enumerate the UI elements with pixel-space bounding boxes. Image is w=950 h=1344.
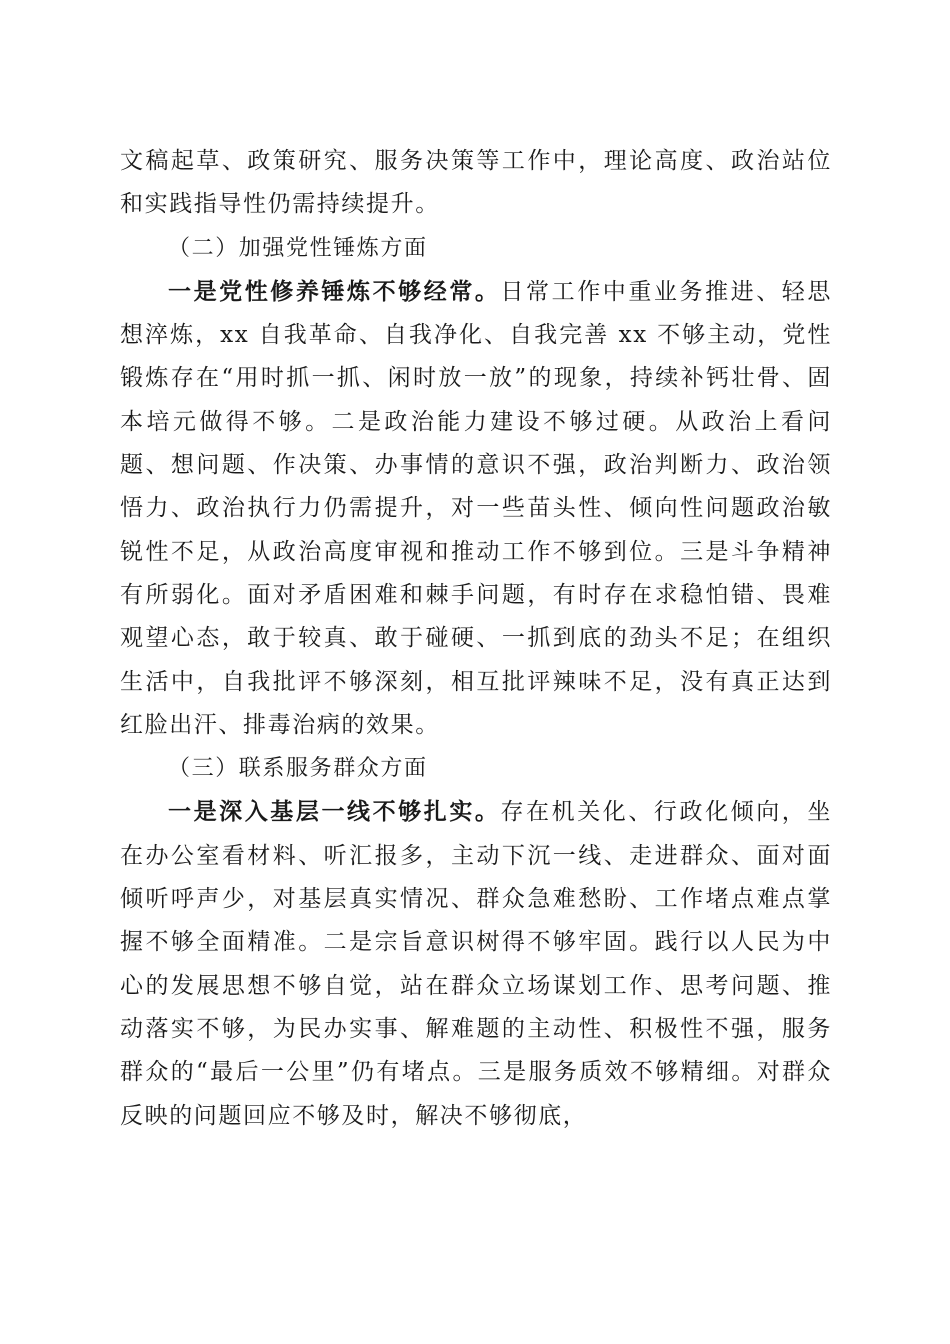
document-body	[120, 140, 832, 1138]
section-heading-3	[120, 747, 832, 790]
paragraph-text: 日常工作中重业务推进、轻思想淬炼，xx 自我革命、自我净化、自我完善 xx 不够主动，党性锻炼存在“用时抓一抓、闲时放一放”的现象，持续补钙壮骨、固本培元做得不够。二是政治能力建设不够过硬。从政治上看问题、想问题、作决策、办事情的意识不强，政治判断力、政治领悟力、政治执行力仍需提升，对一些苗头性、倾向性问题政治敏锐性不足，从政治高度审视和推动工作不够到位。三是斗争精神有所弱化。面对矛盾困难和棘手问题，有时存在求稳怕错、畏难观望心态，敢于较真、敢于碰硬、一抓到底的劲头不足；在组织生活中，自我批评不够深刻，相互批评辣味不足，没有真正达到红脸出汗、排毒治病的效果。	[120, 278, 832, 738]
paragraph-serve-masses	[120, 790, 832, 1137]
paragraph-lead: 一是党性修养锤炼不够经常。	[168, 277, 501, 305]
paragraph-lead: 一是深入基层一线不够扎实。	[168, 798, 501, 826]
heading-text: （二）加强党性锤炼方面	[168, 235, 428, 261]
section-heading-2	[120, 227, 832, 270]
heading-text: （三）联系服务群众方面	[168, 756, 428, 782]
paragraph-text: 存在机关化、行政化倾向，坐在办公室看材料、听汇报多，主动下沉一线、走进群众、面对面倾听呼声少，对基层真实情况、群众急难愁盼、工作堵点难点掌握不够全面精准。二是宗旨意识树得不够牢固。践行以人民为中心的发展思想不够自觉，站在群众立场谋划工作、思考问题、推动落实不够，为民办实事、解难题的主动性、积极性不强，服务群众的“最后一公里”仍有堵点。三是服务质效不够精细。对群众反映的问题回应不够及时，解决不够彻底，	[120, 799, 832, 1129]
paragraph-text: 文稿起草、政策研究、服务决策等工作中，理论高度、政治站位和实践指导性仍需持续提升。	[120, 148, 832, 218]
paragraph-party-spirit	[120, 270, 832, 747]
paragraph-continuation	[120, 140, 832, 227]
